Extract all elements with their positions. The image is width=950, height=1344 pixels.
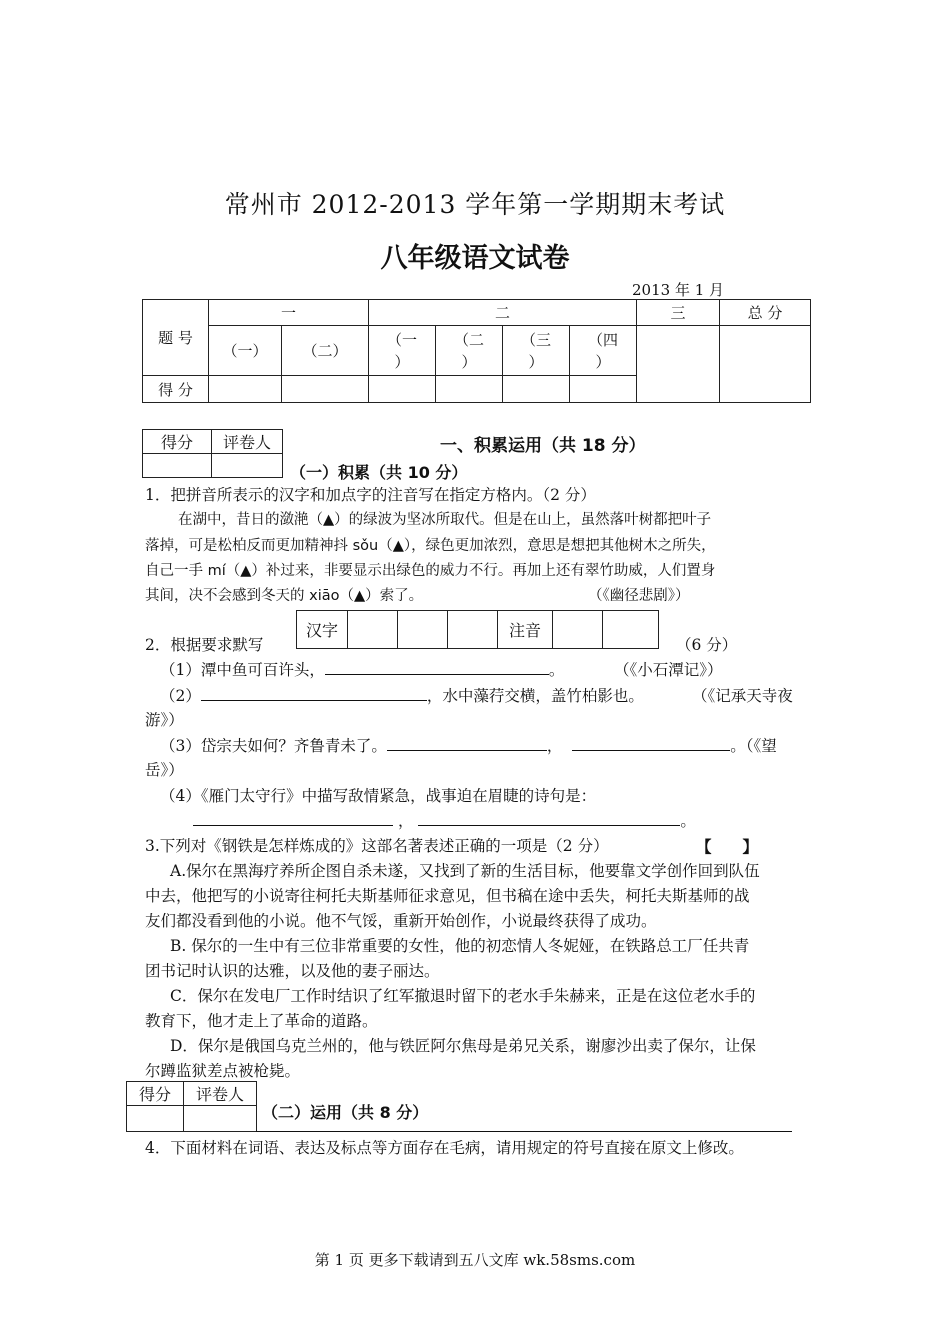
q3-option-b-line2: 团书记时认识的达雅，以及他的妻子丽达。	[145, 962, 440, 980]
q3-option-d-line1: D．保尔是俄国乌克兰州的，他与铁匠阿尔焦母是弟兄关系，谢廖沙出卖了保尔，让保	[170, 1037, 756, 1055]
q1-stem: 1．把拼音所表示的汉字和加点字的注音写在指定方格内。（2 分）	[145, 486, 596, 504]
q3-option-d-line2: 尔蹲监狱差点被枪毙。	[145, 1062, 301, 1080]
q2-item2-source: （《记承天寺夜	[692, 687, 793, 705]
q2-item1: （1）潭中鱼可百许头， 。	[160, 658, 564, 683]
grader2-label: 评卷人	[184, 1082, 257, 1106]
score-two-c[interactable]	[503, 376, 570, 403]
header-section-three: 三	[637, 300, 720, 326]
header-section-one: 一	[209, 300, 369, 326]
answer-hanzi-label: 汉字	[297, 611, 348, 649]
q3-option-a-line1: A.保尔在黑海疗养所企图自杀未遂，又找到了新的生活目标，他要靠文学创作回到队伍	[170, 862, 760, 880]
part-one-title: （一）积累（共 10 分）	[290, 463, 468, 482]
sub-one-a: （一）	[209, 326, 282, 376]
sub-two-a: （一 ）	[369, 326, 436, 376]
section-one-title: 一、积累运用（共 18 分）	[440, 436, 646, 456]
page-footer: 第 1 页 更多下载请到五八文库 wk.58sms.com	[314, 1251, 636, 1269]
score-table	[142, 299, 811, 403]
q1-line1: 在湖中，昔日的潋滟（▲）的绿波为坚冰所取代。但是在山上，虽然落叶树都把叶子	[178, 512, 712, 528]
exam-date: 2013 年 1 月	[632, 281, 725, 299]
score-total[interactable]	[720, 326, 811, 403]
q1-line4: 其间，决不会感到冬天的 xiāo（▲）索了。	[145, 588, 424, 604]
q2-item3-blank-a[interactable]	[387, 734, 547, 751]
q3-answer-bracket[interactable]: 【 】	[696, 837, 759, 856]
q2-item4-answer: ， 。	[193, 809, 696, 834]
sub-two-d: （四 ）	[570, 326, 637, 376]
part-two-rule	[256, 1131, 792, 1132]
q2-item3-blank-b[interactable]	[572, 734, 730, 751]
sub-two-b: （二 ）	[436, 326, 503, 376]
grader-name-cell[interactable]	[212, 454, 283, 478]
part-two-title: （二）运用（共 8 分）	[262, 1103, 429, 1122]
score-one-a[interactable]	[209, 376, 282, 403]
q2-points: （6 分）	[676, 636, 738, 654]
answer-hanzi-2[interactable]	[398, 611, 448, 649]
q2-item4-blank-a[interactable]	[193, 809, 393, 826]
grader2-name-cell[interactable]	[184, 1106, 257, 1132]
grader2-score-cell[interactable]	[127, 1106, 184, 1132]
q2-item3-source-cont: 岳》）	[145, 761, 184, 779]
label-score: 得 分	[143, 376, 209, 403]
q3-stem: 3.下列对《钢铁是怎样炼成的》这部名著表述正确的一项是（2 分）	[145, 837, 609, 855]
answer-zhuyin-2[interactable]	[603, 611, 659, 649]
grader-box-2	[126, 1081, 257, 1132]
sub-one-b: （二）	[282, 326, 369, 376]
grader2-score-label: 得分	[127, 1082, 184, 1106]
score-section-three[interactable]	[637, 326, 720, 403]
q3-option-a-line3: 友们都没看到他的小说。他不气馁，重新开始创作，小说最终获得了成功。	[145, 912, 657, 930]
q2-item2-source-cont: 游》）	[145, 711, 184, 729]
q2-item4: （4）《雁门太守行》中描写敌情紧急，战事迫在眉睫的诗句是：	[160, 787, 597, 805]
grader-score-cell[interactable]	[143, 454, 212, 478]
exam-subtitle: 八年级语文试卷	[380, 243, 570, 274]
score-two-d[interactable]	[570, 376, 637, 403]
q2-item3: （3）岱宗夫如何？齐鲁青未了。 ， 。（《望	[160, 734, 777, 759]
score-one-b[interactable]	[282, 376, 369, 403]
q2-item1-source: （《小石潭记》）	[614, 661, 723, 679]
q1-line3: 自己一手 mí（▲）补过来，非要显示出绿色的威力不行。再加上还有翠竹助威，人们置身	[145, 563, 716, 579]
score-two-a[interactable]	[369, 376, 436, 403]
answer-hanzi-3[interactable]	[448, 611, 498, 649]
answer-zhuyin-label: 注音	[498, 611, 553, 649]
q1-answer-grid	[296, 610, 659, 649]
q1-line2: 落掉，可是松柏反而更加精神抖 sǒu（▲），绿色更加浓烈，意思是想把其他树木之所失，	[145, 538, 716, 554]
grader-label: 评卷人	[212, 430, 283, 454]
label-question: 题 号	[143, 300, 209, 376]
grader-box-1	[142, 429, 283, 478]
q2-stem: 2．根据要求默写	[145, 636, 264, 654]
q2-item2: （2） ，水中藻荇交横，盖竹柏影也。	[160, 684, 644, 709]
answer-hanzi-1[interactable]	[348, 611, 398, 649]
sub-two-c: （三 ）	[503, 326, 570, 376]
q3-option-b-line1: B. 保尔的一生中有三位非常重要的女性，他的初恋情人冬妮娅，在铁路总工厂任共青	[170, 937, 750, 955]
grader-score-label: 得分	[143, 430, 212, 454]
header-total: 总 分	[720, 300, 811, 326]
q1-source: （《幽径悲剧》）	[588, 588, 690, 604]
q2-item1-blank[interactable]	[325, 658, 549, 675]
q3-option-a-line2: 中去，他把写的小说寄往柯托夫斯基师征求意见，但书稿在途中丢失，柯托夫斯基师的战	[145, 887, 750, 905]
q3-option-c-line1: C．保尔在发电厂工作时结识了红军撤退时留下的老水手朱赫来，正是在这位老水手的	[170, 987, 756, 1005]
header-section-two: 二	[369, 300, 637, 326]
q2-item2-blank[interactable]	[201, 684, 427, 701]
q4-stem: 4．下面材料在词语、表达及标点等方面存在毛病，请用规定的符号直接在原文上修改。	[145, 1139, 744, 1157]
q3-option-c-line2: 教育下，他才走上了革命的道路。	[145, 1012, 378, 1030]
q2-item4-blank-b[interactable]	[418, 809, 680, 826]
score-two-b[interactable]	[436, 376, 503, 403]
exam-title: 常州市 2012-2013 学年第一学期期末考试	[224, 190, 726, 219]
answer-zhuyin-1[interactable]	[553, 611, 603, 649]
